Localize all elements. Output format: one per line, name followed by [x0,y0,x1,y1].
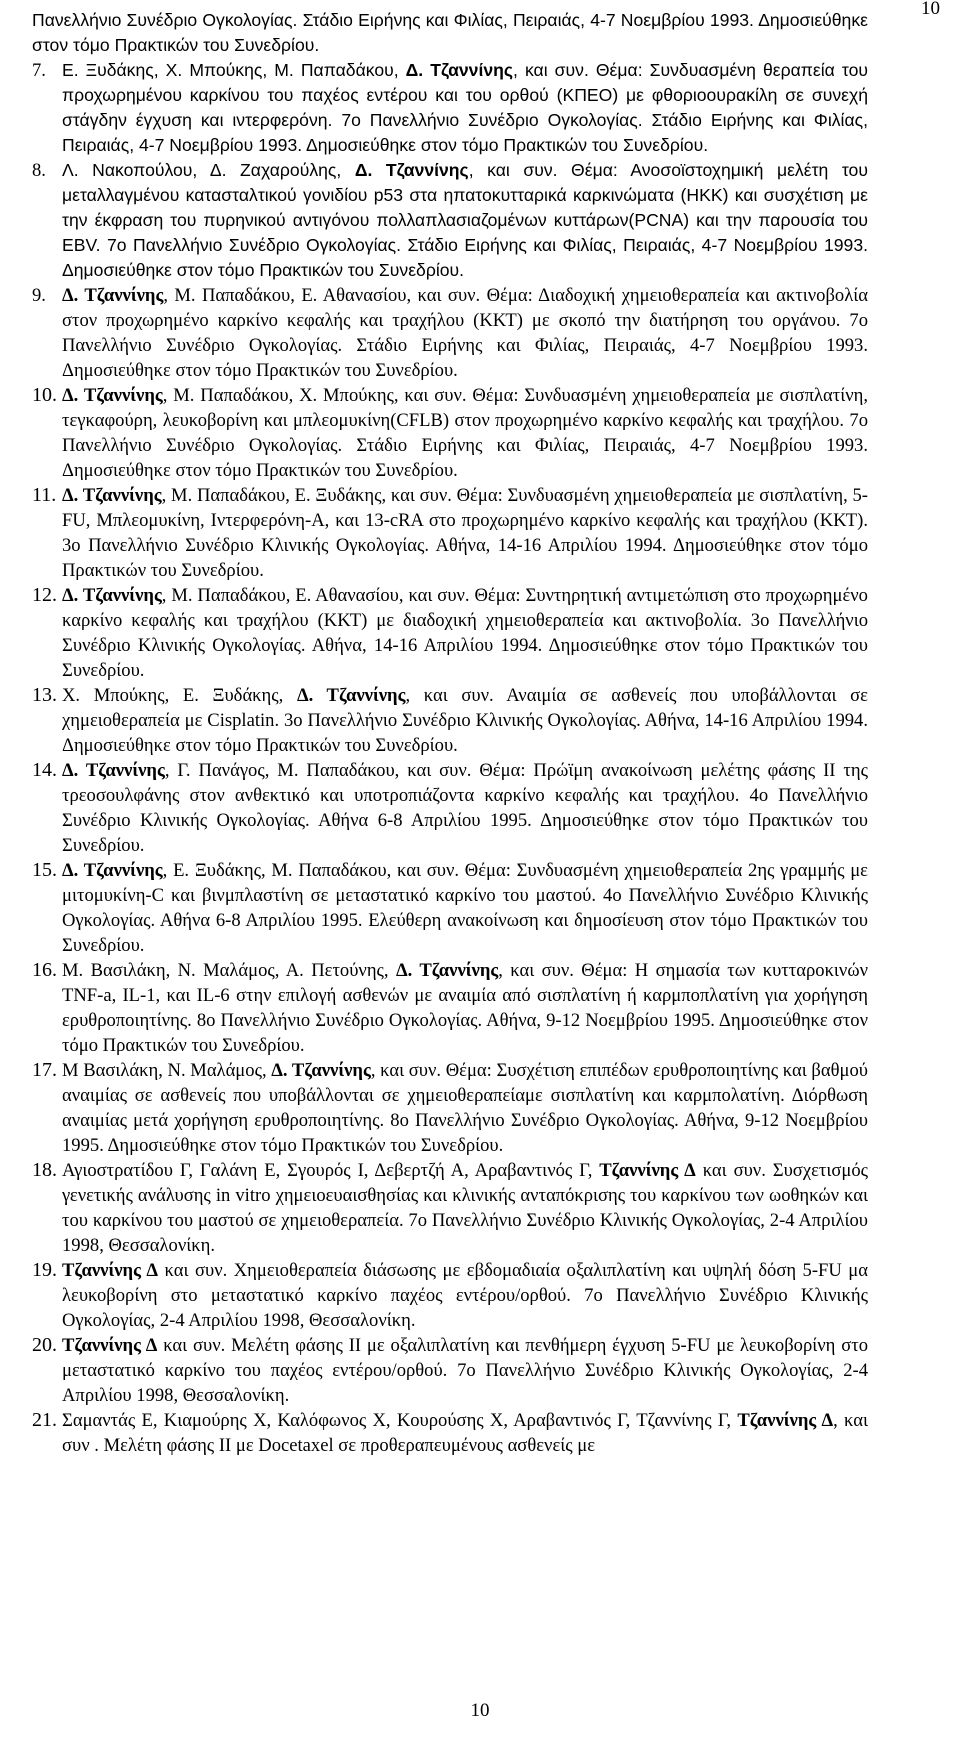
entry-highlighted-author: Τζαννίνης Δ [62,1260,159,1281]
entry-details: και συν. Μελέτη φάσης ΙΙ με οξαλιπλατίνη και πενθήμερη έγχυση 5-FU με λευκοβορίνη στο μεταστατικό καρκίνο του παχέος εντέρου/ορθού. 7ο Πανελλήνιο Συνέδριο Κλινικής Ογκολογίας, 2-4 Απριλίου 1998, Θεσσαλονίκη. [62,1335,868,1406]
reference-entry [32,1408,868,1458]
lead-paragraph: Πανελλήνιο Συνέδριο Ογκολογίας. Στάδιο Ειρήνης και Φιλίας, Πειραιάς, 4-7 Νοεμβρίου 1993. Δημοσιεύθηκε στον τόμο Πρακτικών του Συνεδρίου. [32,10,868,55]
entry-details: , Μ. Παπαδάκου, Χ. Μπούκης, και συν. Θέμα: Συνδυασμένη χημειοθεραπεία με σισπλατίνη, τεγκαφούρη, λευκοβορίνη και μπλεομυκίνη(CFLB) στον προχωρημένο καρκίνο κεφαλής και τραχήλου. 7ο Πανελλήνιο Συνέδριο Ογκολογίας. Στάδιο Ειρήνης και Φιλίας, Πειραιάς, 4-7 Νοεμβρίου 1993. Δημοσιεύθηκε στον τόμο Πρακτικών του Συνεδρίου. [62,385,868,481]
reference-entry [32,758,868,858]
entry-details: και συν. Συσχετισμός γενετικής ανάλυσης in vitro χημειοευαισθησίας και κλινικής ανταπόκρισης του καρκίνου των ωοθηκών και του καρκίνου του μαστού σε χημειοθεραπεία. 7ο Πανελλήνιο Συνέδριο Κλινικής Ογκολογίας, 2-4 Απριλίου 1998, Θεσσαλονίκη. [62,1160,869,1256]
entry-highlighted-author: Δ. Τζαννίνης [405,60,514,80]
entry-text [62,383,868,483]
entry-text [62,1408,868,1458]
reference-entry [32,1058,868,1158]
reference-entry [32,858,868,958]
document-body [32,8,868,1458]
entry-number: 12. [32,584,57,606]
entry-number: 21. [32,1409,57,1431]
entry-details: , και συν . Μελέτη φάσης ΙΙ με Docetaxel σε προθεραπευμένους ασθενείς με [62,1410,869,1456]
page-number-bottom: 10 [470,1700,490,1721]
entry-highlighted-author: Δ. Τζαννίνης [296,685,406,706]
entry-authors: Σαμαντάς Ε, Κιαμούρης Χ, Καλόφωνος Χ, Κουρούσης Χ, Αραβαντινός Γ, Τζαννίνης Γ, [62,1410,738,1431]
entry-number: 8. [32,160,46,181]
entry-highlighted-author: Τζαννίνης Δ [599,1160,696,1181]
entry-details: και συν. Χημειοθεραπεία διάσωσης με εβδομαδιαία οξαλιπλατίνη και υψηλή δόση 5-FU μα λευκοβορίνη στο μεταστατικό καρκίνο παχέος εντέρου/ορθού. 7ο Πανελλήνιο Συνέδριο Κλινικής Ογκολογίας, 2-4 Απριλίου 1998, Θεσσαλονίκη. [62,1260,869,1331]
entry-number: 18. [32,1159,57,1181]
entry-number: 10. [32,384,57,406]
entry-text [62,958,868,1058]
entry-highlighted-author: Δ. Τζαννίνης [395,960,499,981]
entry-number: 11. [32,484,57,506]
entry-details: , και συν. Θέμα: Συσχέτιση επιπέδων ερυθροποιητίνης και βαθμού αναιμίας σε ασθενείς που υποβάλλονται σε χημειοθεραπείαμε σισπλατίνη και καρμπολατίνη. Διόρθωση αναιμίας μετά χορήγηση ερυθροποιητίνης. 8ο Πανελλήνιο Συνέδριο Ογκολογίας. Αθήνα, 9-12 Νοεμβρίου 1995. Δημοσιεύθηκε στον τόμο Πρακτικών του Συνεδρίου. [62,1060,868,1156]
entry-text [62,683,868,758]
entry-authors: Μ Βασιλάκη, Ν. Μαλάμος, [62,1060,272,1081]
entry-authors: Λ. Νακοπούλου, Δ. Ζαχαρούλης, [62,160,355,180]
reference-entry [32,1158,868,1258]
entry-text [62,283,868,383]
entry-number: 14. [32,759,57,781]
entry-details: , και συν. Θέμα: Ανοσοϊστοχημική μελέτη του μεταλλαγμένου κατασταλτικού γονιδίου p53 στα ηπατοκυτταρικά καρκινώματα (ΗΚΚ) και συσχέτιση με την έκφραση του πυρηνικού αντιγόνου πολλαπλασιαζομένων κυττάρων(PCNA) και την παρουσία του EBV. 7ο Πανελλήνιο Συνέδριο Ογκολογίας. Στάδιο Ειρήνης και Φιλίας, Πειραιάς, 4-7 Νοεμβρίου 1993. Δημοσιεύθηκε στον τόμο Πρακτικών του Συνεδρίου. [62,160,868,280]
page-number-top: 10 [921,0,940,19]
reference-entry [32,483,868,583]
reference-entry [32,958,868,1058]
reference-entry [32,583,868,683]
reference-entry [32,1333,868,1408]
entry-details: , Μ. Παπαδάκου, Ε. Αθανασίου, και συν. Θέμα: Διαδοχική χημειοθεραπεία και ακτινοβολία στον προχωρημένο καρκίνο κεφαλής και τραχήλου (ΚΚΤ) με σκοπό την διατήρηση του οργάνου. 7ο Πανελλήνιο Συνέδριο Ογκολογίας. Στάδιο Ειρήνης και Φιλίας, Πειραιάς, 4-7 Νοεμβρίου 1993. Δημοσιεύθηκε στον τόμο Πρακτικών του Συνεδρίου. [62,285,868,381]
entry-number: 20. [32,1334,57,1356]
entry-text [62,1158,868,1258]
entry-highlighted-author: Δ. Τζαννίνης [62,485,162,506]
entry-authors: Ε. Ξυδάκης, Χ. Μπούκης, Μ. Παπαδάκου, [62,60,406,80]
reference-entry [32,158,868,283]
entry-highlighted-author: Τζαννίνης Δ [737,1410,834,1431]
entry-number: 16. [32,959,57,981]
entry-highlighted-author: Δ. Τζαννίνης [271,1060,371,1081]
entry-number: 17. [32,1059,57,1081]
entry-highlighted-author: Τζαννίνης Δ [62,1335,158,1356]
reference-list [32,58,868,1458]
entry-authors: Χ. Μπούκης, Ε. Ξυδάκης, [62,685,297,706]
entry-details: , Μ. Παπαδάκου, Ε. Αθανασίου, και συν. Θέμα: Συντηρητική αντιμετώπιση στο προχωρημένο καρκίνο κεφαλής και τραχήλου (ΚΚΤ) με διαδοχική χημειοθεραπεία και ακτινοβολία. 3ο Πανελλήνιο Συνέδριο Κλινικής Ογκολογίας. Αθήνα, 14-16 Απριλίου 1994. Δημοσιεύθηκε στον τόμο Πρακτικών του Συνεδρίου. [62,585,868,681]
entry-text [62,1058,868,1158]
reference-entry [32,683,868,758]
entry-text [62,1258,868,1333]
entry-details: , Μ. Παπαδάκου, Ε. Ξυδάκης, και συν. Θέμα: Συνδυασμένη χημειοθεραπεία με σισπλατίνη, 5-FU, Μπλεομυκίνη, Ιντερφερόνη-Α, και 13-cRA στο προχωρημένο καρκίνο κεφαλής και τραχήλου (ΚΚΤ). 3ο Πανελλήνιο Συνέδριο Κλινικής Ογκολογίας. Αθήνα, 14-16 Απριλίου 1994. Δημοσιεύθηκε στον τόμο Πρακτικών του Συνεδρίου. [62,485,868,581]
entry-number: 19. [32,1259,57,1281]
entry-number: 7. [32,60,46,81]
entry-text [62,858,868,958]
entry-details: , Ε. Ξυδάκης, Μ. Παπαδάκου, και συν. Θέμα: Συνδυασμένη χημειοθεραπεία 2ης γραμμής με μιτομυκίνη-C και βινμπλαστίνη σε μεταστατικό καρκίνο του μαστού. 4ο Πανελλήνιο Συνέδριο Κλινικής Ογκολογίας. Αθήνα 6-8 Απριλίου 1995. Ελεύθερη ανακοίνωση και δημοσίευση στον τόμο Πρακτικών του Συνεδρίου. [62,860,868,956]
entry-text [62,158,868,283]
entry-highlighted-author: Δ. Τζαννίνης [62,385,163,406]
entry-number: 15. [32,859,57,881]
reference-entry [32,383,868,483]
entry-details: , Γ. Πανάγος, Μ. Παπαδάκου, και συν. Θέμα: Πρώϊμη ανακοίνωση μελέτης φάσης ΙΙ της τρεοσουλφάνης στον ανθεκτικό και υποτροπιάζοντα καρκίνο κεφαλής και τραχήλου. 4ο Πανελλήνιο Συνέδριο Κλινικής Ογκολογίας. Αθήνα 6-8 Απριλίου 1995. Δημοσιεύθηκε στον τόμο Πρακτικών του Συνεδρίου. [62,760,868,856]
entry-text [62,758,868,858]
reference-entry [32,58,868,158]
entry-authors: Μ. Βασιλάκη, Ν. Μαλάμος, Α. Πετούνης, [62,960,396,981]
entry-details: , και συν. Θέμα: Η σημασία των κυτταροκινών TNF-a, IL-1, και IL-6 στην επιλογή ασθενών με αναιμία από σισπλατίνη ή καρμπoπλατίνη για χορήγηση ερυθροποιητίνης. 8ο Πανελλήνιο Συνέδριο Ογκολογίας. Αθήνα, 9-12 Νοεμβρίου 1995. Δημοσιεύθηκε στον τόμο Πρακτικών του Συνεδρίου. [62,960,868,1056]
entry-highlighted-author: Δ. Τζαννίνης [354,160,469,180]
entry-number: 13. [32,684,57,706]
reference-entry [32,1258,868,1333]
entry-highlighted-author: Δ. Τζαννίνης [62,760,165,781]
entry-highlighted-author: Δ. Τζαννίνης [62,285,164,306]
entry-authors: Αγιοστρατίδου Γ, Γαλάνη Ε, Σγουρός Ι, Δεβερτζή Α, Αραβαντινός Γ, [62,1160,600,1181]
entry-number: 9. [32,285,46,306]
entry-highlighted-author: Δ. Τζαννίνης [62,585,162,606]
entry-text [62,58,868,158]
entry-text [62,583,868,683]
entry-details: , και συν. Αναιμία σε ασθενείς που υποβάλλονται σε χημειοθεραπεία με Cisplatin. 3ο Πανελλήνιο Συνέδριο Κλινικής Ογκολογίας. Αθήνα, 14-16 Απριλίου 1994. Δημοσιεύθηκε στον τόμο Πρακτικών του Συνεδρίου. [62,685,868,756]
entry-text [62,483,868,583]
entry-highlighted-author: Δ. Τζαννίνης [62,860,163,881]
entry-details: , και συν. Θέμα: Συνδυασμένη θεραπεία του προχωρημένου καρκίνου του παχέος εντέρου και του ορθού (ΚΠΕΟ) με φθοριοουρακίλη σε συνεχή στάγδην έγχυση και ιντερφερόνη. 7ο Πανελλήνιο Συνέδριο Ογκολογίας. Στάδιο Ειρήνης και Φιλίας, Πειραιάς, 4-7 Νοεμβρίου 1993. Δημοσιεύθηκε στον τόμο Πρακτικών του Συνεδρίου. [62,60,868,155]
reference-entry [32,283,868,383]
entry-text [62,1333,868,1408]
